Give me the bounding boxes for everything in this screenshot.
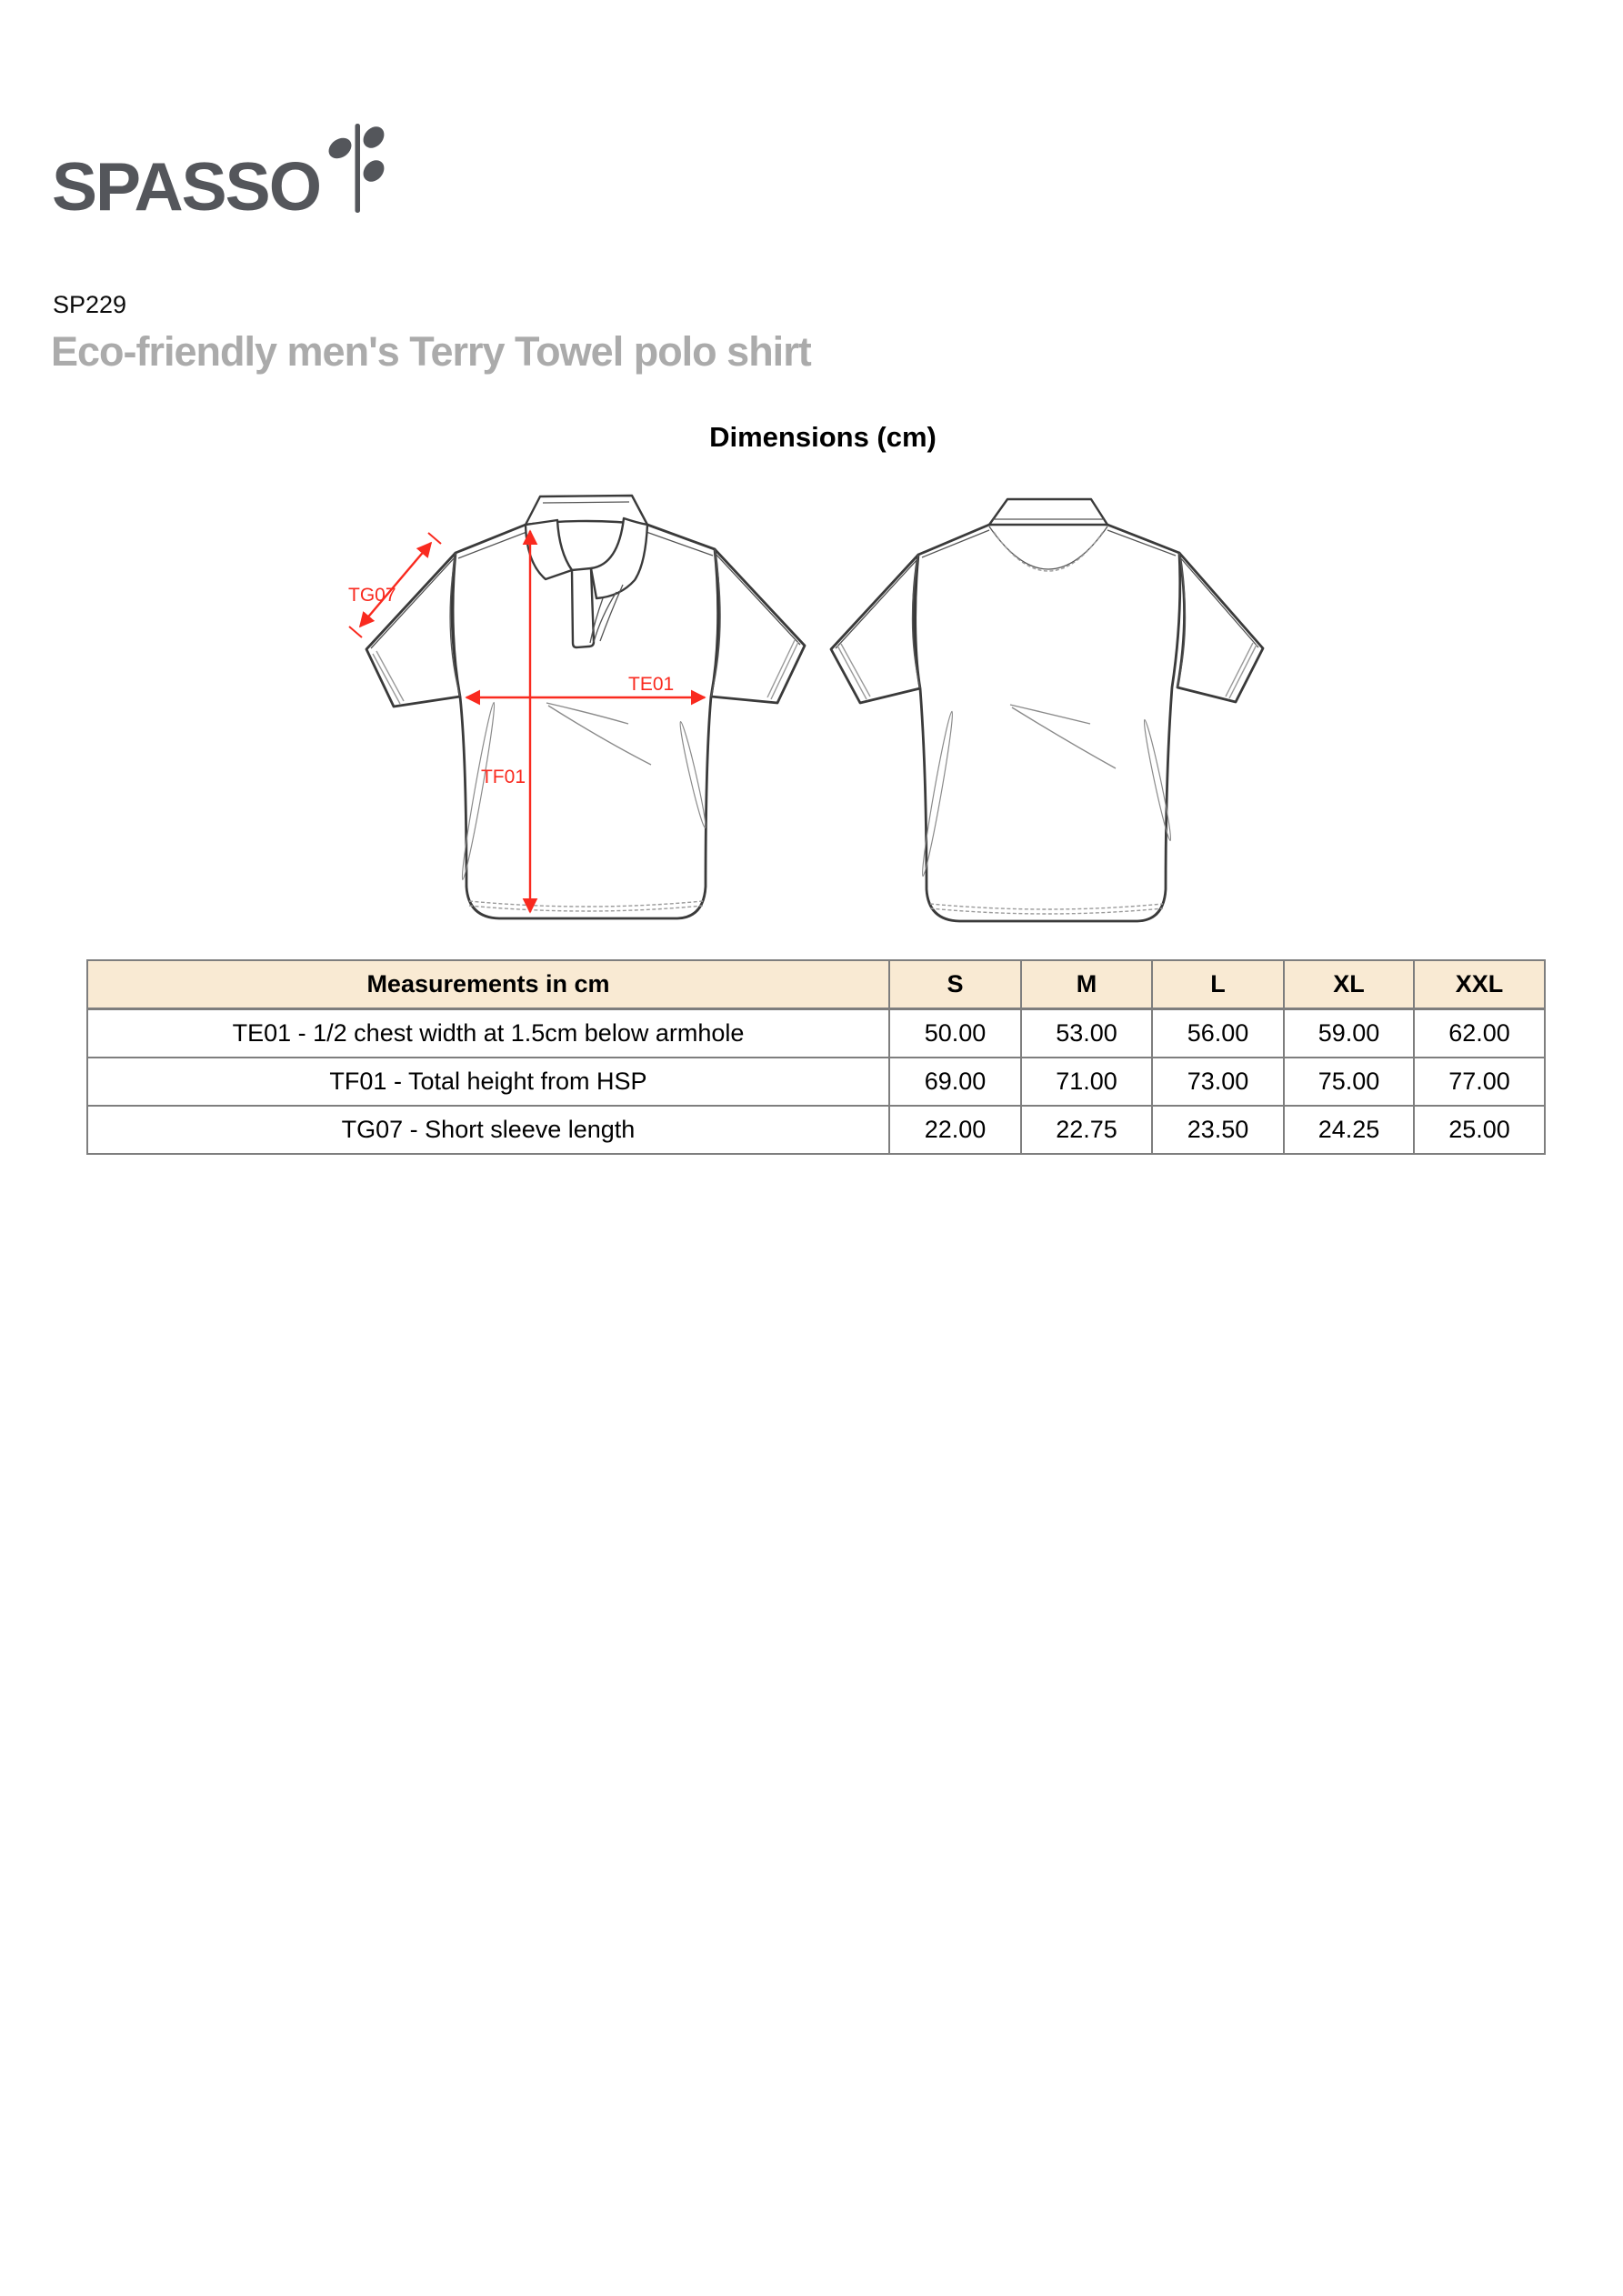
row-label-cell: TE01 - 1/2 chest width at 1.5cm below armhole (87, 1009, 889, 1058)
header-cell-size: L (1152, 960, 1284, 1009)
table-row (87, 1009, 1545, 1058)
value-cell: 73.00 (1152, 1058, 1284, 1106)
row-label-cell: TG07 - Short sleeve length (87, 1106, 889, 1154)
value-cell: 22.75 (1021, 1106, 1152, 1154)
table-row (87, 1106, 1545, 1154)
value-cell: 24.25 (1284, 1106, 1414, 1154)
value-cell: 77.00 (1414, 1058, 1545, 1106)
measurements-table (86, 959, 1546, 1155)
value-cell: 22.00 (889, 1106, 1021, 1154)
value-cell: 25.00 (1414, 1106, 1545, 1154)
header-cell-measurements: Measurements in cm (87, 960, 889, 1009)
shirt-diagram (212, 476, 1412, 971)
table-row (87, 1058, 1545, 1106)
value-cell: 59.00 (1284, 1009, 1414, 1058)
dimension-label-tf01: TF01 (480, 767, 526, 787)
header-cell-size: S (889, 960, 1021, 1009)
header-cell-size: XXL (1414, 960, 1545, 1009)
product-title: Eco-friendly men's Terry Towel polo shirt (51, 328, 811, 375)
row-label-cell: TF01 - Total height from HSP (87, 1058, 889, 1106)
product-code: SP229 (53, 291, 127, 318)
value-cell: 23.50 (1152, 1106, 1284, 1154)
polo-front-drawing (366, 496, 805, 918)
header-cell-size: XL (1284, 960, 1414, 1009)
dimension-label-tg07: TG07 (348, 585, 396, 606)
value-cell: 62.00 (1414, 1009, 1545, 1058)
value-cell: 53.00 (1021, 1009, 1152, 1058)
value-cell: 56.00 (1152, 1009, 1284, 1058)
plant-icon (300, 114, 409, 223)
value-cell: 75.00 (1284, 1058, 1414, 1106)
dimensions-heading: Dimensions (cm) (709, 421, 937, 453)
brand-logo-text: SPASSO (52, 148, 321, 225)
table-body (87, 1009, 1545, 1155)
polo-back-drawing (831, 499, 1263, 921)
table-header-row (87, 960, 1545, 1009)
header-cell-size: M (1021, 960, 1152, 1009)
dimension-label-te01: TE01 (628, 674, 675, 695)
value-cell: 50.00 (889, 1009, 1021, 1058)
value-cell: 69.00 (889, 1058, 1021, 1106)
value-cell: 71.00 (1021, 1058, 1152, 1106)
